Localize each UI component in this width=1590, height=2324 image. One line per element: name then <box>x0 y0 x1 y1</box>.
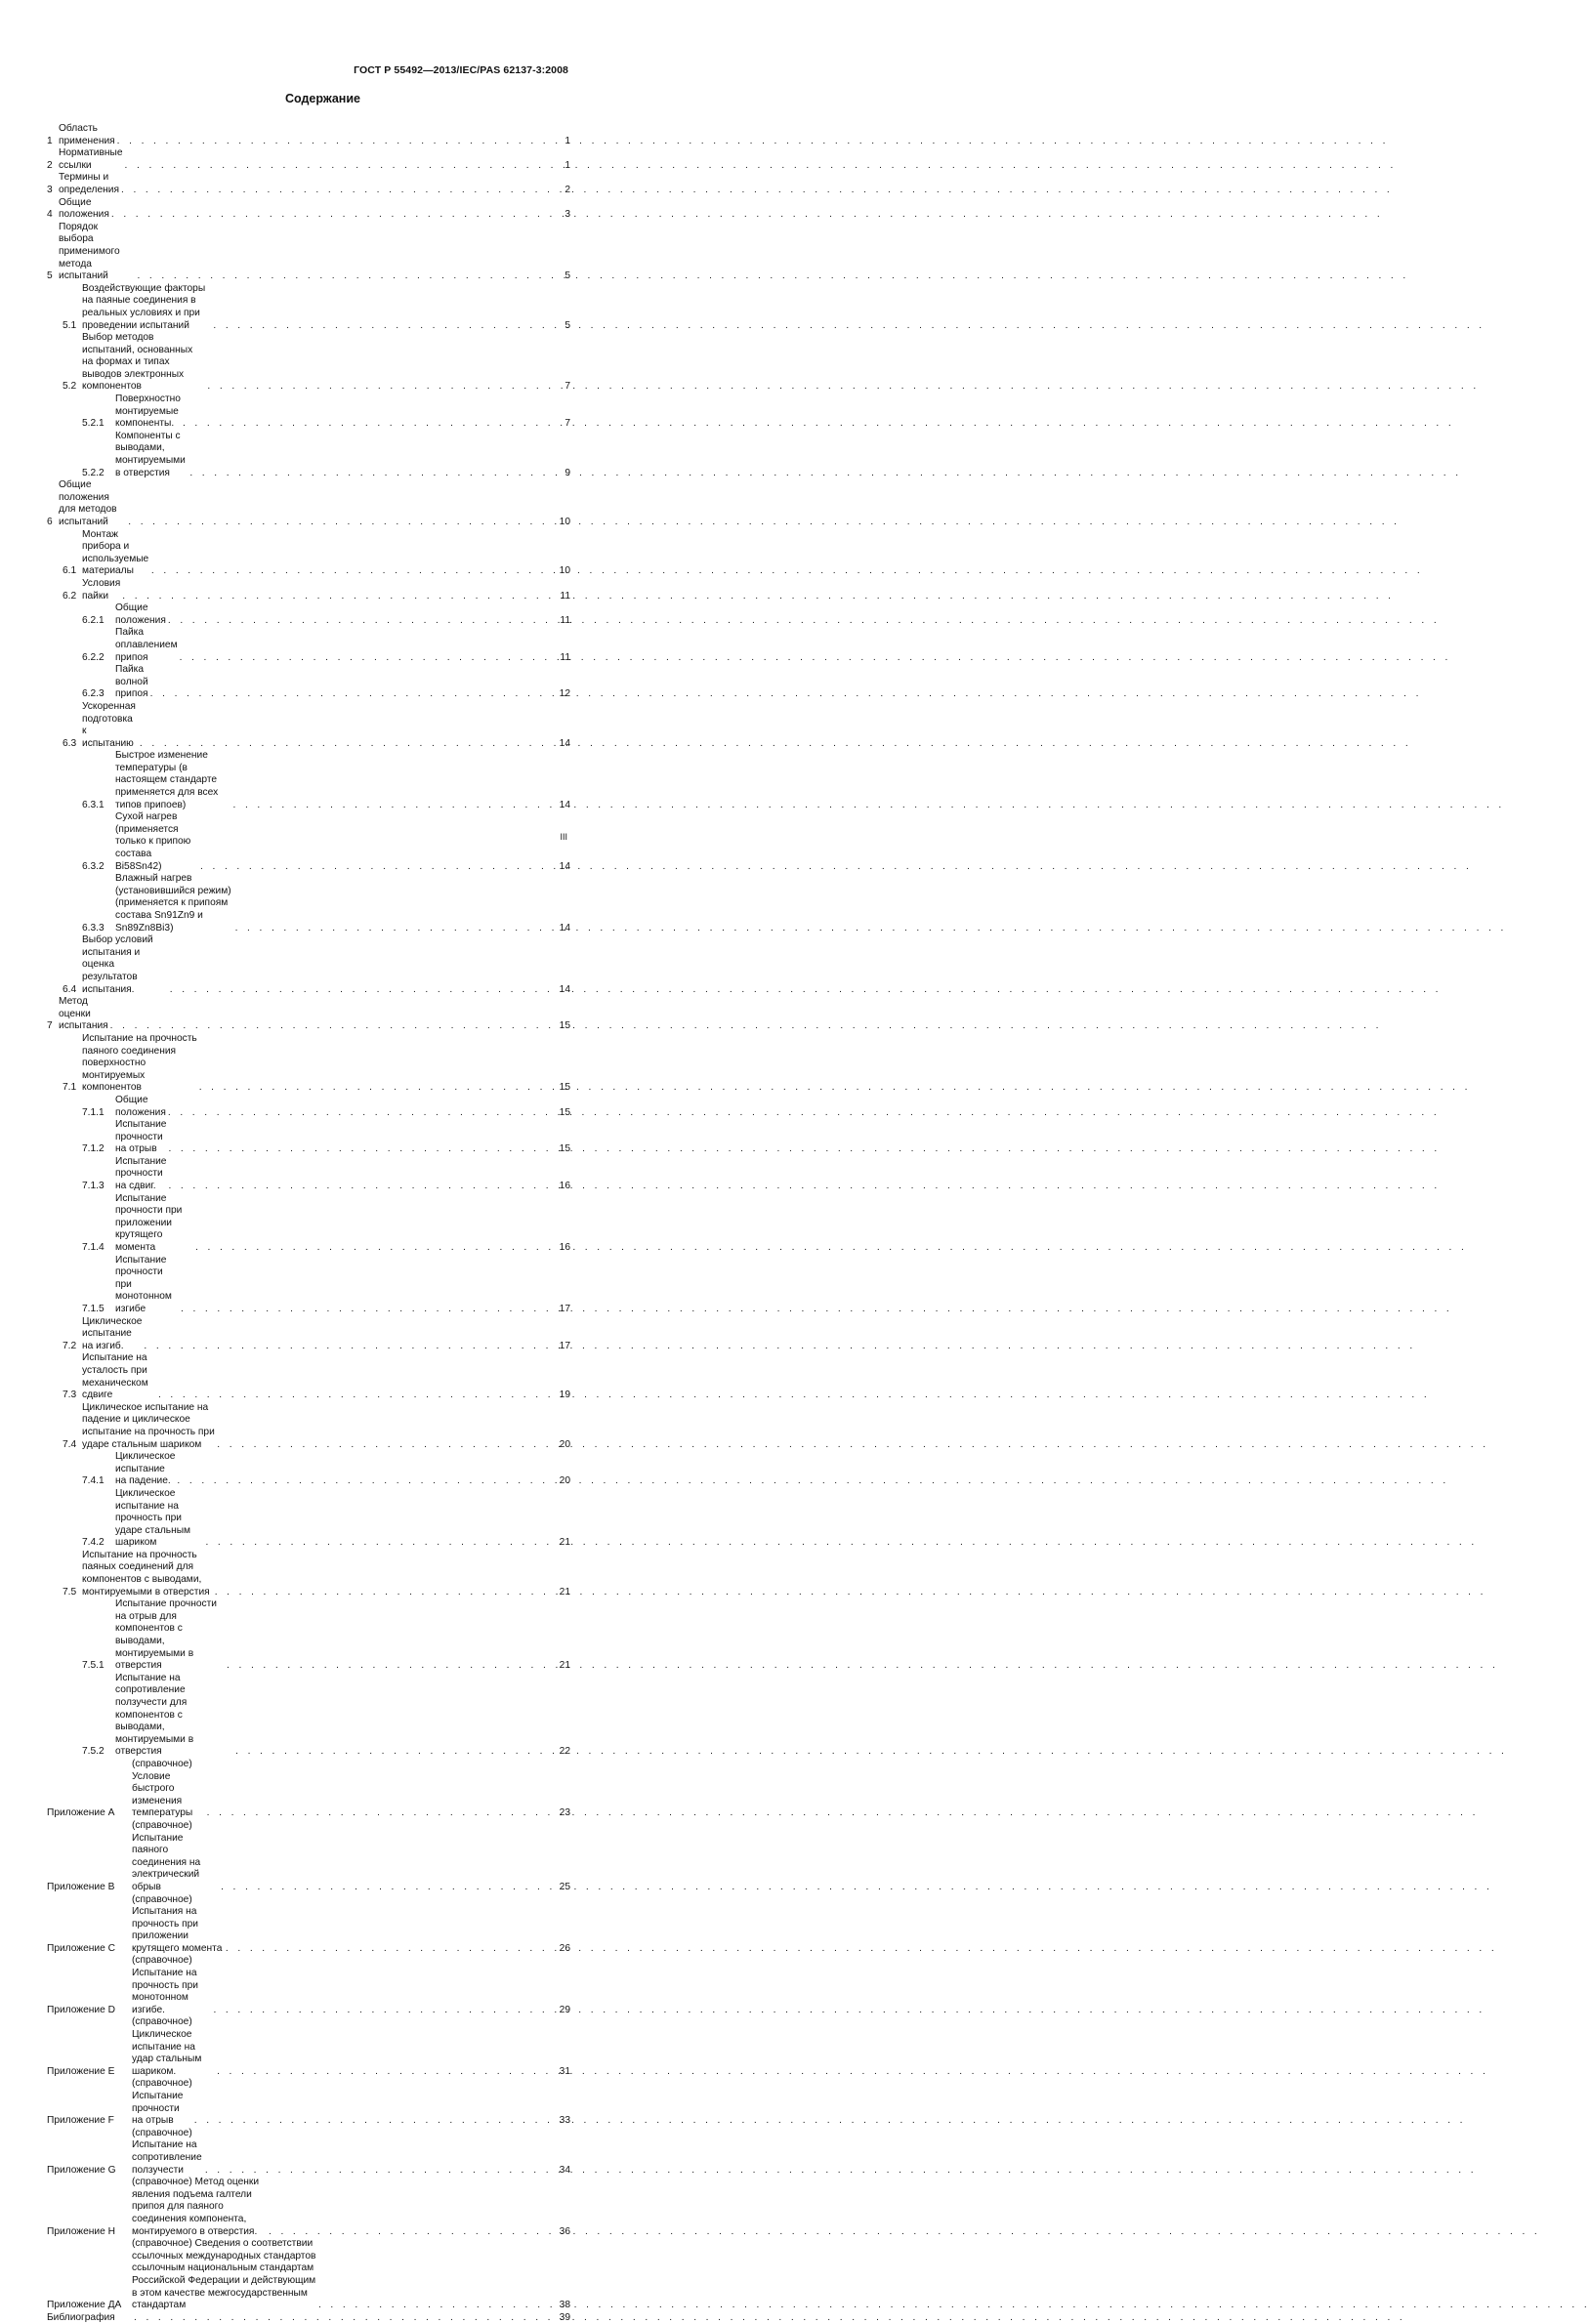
toc-entry-number: 5.2 <box>63 381 77 393</box>
toc-entry-page: 9 <box>565 467 570 478</box>
toc-entry-title: Циклическое испытание на падение. <box>115 1451 176 1487</box>
toc-entry-number: 7.3 <box>63 1390 77 1401</box>
toc-entry-title: Испытание на усталость при механическом сдвиге <box>82 1352 148 1401</box>
dot-leader <box>188 468 563 480</box>
toc-entry <box>47 1673 570 1759</box>
toc-entry <box>47 1255 570 1316</box>
annex-entry <box>47 1759 570 1820</box>
toc-entry <box>47 1095 570 1119</box>
toc-entry-title: Термины и определения <box>59 172 120 195</box>
toc-entry-page: 11 <box>560 614 570 626</box>
toc-entry-title: Выбор методов испытаний, основанных на формах и типах выводов электронных компонентов <box>82 332 193 393</box>
toc-entry <box>47 1598 570 1673</box>
toc-entry-title: Испытание прочности при приложении крутящего момента <box>115 1192 183 1254</box>
toc-entry-title: Испытание на прочность паяного соединения поверхностно монтируемых компонентов <box>82 1032 197 1094</box>
toc-entry-page: 20 <box>559 1438 570 1450</box>
toc-entry-number: 6.3 <box>63 737 77 749</box>
toc-entry-title: (справочное) Сведения о соответствии ссылочных международных стандартов ссылочным национальным стандартам Российской Федерации и действующим в этом качестве межгосударственным стандартам <box>132 2238 316 2311</box>
toc-entry <box>47 1316 570 1353</box>
toc-entry <box>47 222 570 283</box>
toc-entry <box>47 602 570 627</box>
toc-entry <box>47 664 570 701</box>
toc-entry-page: 21 <box>559 1586 570 1598</box>
toc-entry <box>47 934 570 996</box>
toc-entry-page: 5 <box>565 319 570 331</box>
toc-entry-page: 26 <box>559 1942 570 1954</box>
toc-entry-number: 4 <box>47 209 53 221</box>
toc-entry-title: Метод оценки испытания <box>59 996 108 1032</box>
annex-entry <box>47 2016 570 2078</box>
toc-entry-title: Поверхностно монтируемые компоненты. <box>115 394 181 430</box>
toc-entry-number: 7.1.4 <box>82 1242 105 1254</box>
toc-entry-number: Приложение Е <box>47 2065 115 2077</box>
toc-entry <box>47 332 570 394</box>
toc-entry-page: 23 <box>559 1807 570 1819</box>
toc-entry <box>47 394 570 431</box>
toc-entry-page: 25 <box>559 1881 570 1892</box>
toc-entry-title: Условия пайки <box>82 577 121 602</box>
dot-leader <box>181 418 563 431</box>
toc-entry-title: Пайка оплавлением припоя <box>115 627 178 663</box>
dot-leader <box>205 1807 560 1820</box>
dot-leader <box>135 270 563 283</box>
toc-entry-title: Область применения <box>59 123 115 146</box>
dot-leader <box>267 2226 560 2239</box>
toc-entry-page: 38 <box>559 2300 570 2311</box>
toc-entry <box>47 1488 570 1550</box>
toc-entry-title: Испытание прочности на сдвиг. <box>115 1155 167 1192</box>
dot-leader <box>230 800 559 812</box>
toc-entry-title: Испытание прочности на отрыв <box>115 1119 167 1155</box>
toc-entry-number: 6.3.1 <box>82 799 105 810</box>
dot-leader <box>233 1746 560 1759</box>
toc-entry-number: 7.4.1 <box>82 1475 105 1487</box>
dot-leader <box>203 2165 560 2178</box>
toc-entry-title: Быстрое изменение температуры (в настоящем стандарте применяется для всех типов припоев) <box>115 750 219 810</box>
toc-entry-title: (справочное) Испытание паяного соединения на электрический обрыв <box>132 1819 201 1892</box>
toc-entry-title: (справочное) Условие быстрого изменения температуры <box>132 1758 193 1819</box>
toc-entry <box>47 701 570 750</box>
toc-entry-title: Влажный нагрев (установившийся режим) (применяется к припоям состава Sn91Zn9 и Sn89Zn8Bi3) <box>115 873 231 934</box>
dot-leader <box>179 1304 560 1316</box>
toc-entry-page: 11 <box>560 651 570 663</box>
toc-entry <box>47 578 570 602</box>
toc-entry-page: 7 <box>565 381 570 393</box>
dot-leader <box>132 2312 560 2324</box>
toc-entry <box>47 197 570 222</box>
toc-entry <box>47 1402 570 1451</box>
toc-entry-number: 5.2.1 <box>82 418 105 430</box>
toc-entry-number: Приложение G <box>47 2164 116 2176</box>
annex-entry <box>47 1955 570 2016</box>
toc-entry-number: 3 <box>47 184 53 195</box>
toc-entry-title: Ускоренная подготовка к испытанию <box>82 700 136 749</box>
toc-entry-page: 21 <box>559 1660 570 1672</box>
toc-entry <box>47 750 570 811</box>
toc-entry-title: Монтаж прибора и используемые материалы <box>82 528 149 577</box>
toc-entry-page: 5 <box>565 270 570 282</box>
toc-entry-number: Приложение ДА <box>47 2300 122 2311</box>
toc-entry-title: Сухой нагрев (применяется только к припою состава Bi58Sn42) <box>115 811 191 872</box>
toc-entry-page: 31 <box>559 2065 570 2077</box>
dot-leader <box>138 738 560 751</box>
toc-entry <box>47 1033 570 1095</box>
dot-leader <box>149 565 560 578</box>
toc-entry <box>47 1451 570 1488</box>
toc-entry-page: 19 <box>559 1390 570 1401</box>
annex-entry <box>47 2312 570 2324</box>
toc-entry-number: 6.2.2 <box>82 651 105 663</box>
dot-leader <box>233 923 560 935</box>
toc-entry <box>47 1550 570 1598</box>
toc-entry-page: 16 <box>559 1181 570 1192</box>
toc-entry-number: 7.2 <box>63 1340 77 1351</box>
toc-entry-number: Приложение В <box>47 1881 115 1892</box>
toc-entry-number: 7.1.2 <box>82 1143 105 1155</box>
toc-entry-number: Библиография <box>47 2311 115 2323</box>
toc-entry-page: 33 <box>559 2115 570 2127</box>
toc-entry-page: 34 <box>559 2164 570 2176</box>
toc-entry-title: Циклическое испытание на падение и циклическое испытание на прочность при ударе стальным шариком <box>82 1401 215 1450</box>
toc-entry-number: 6.3.2 <box>82 860 105 872</box>
toc-entry-page: 11 <box>560 590 570 602</box>
toc-entry-number: 7.1.1 <box>82 1106 105 1118</box>
dot-leader <box>119 185 563 197</box>
dot-leader <box>156 1390 560 1402</box>
toc-entry <box>47 873 570 934</box>
toc-entry-number: 1 <box>47 135 53 146</box>
toc-entry-page: 17 <box>559 1304 570 1314</box>
annex-entry <box>47 1820 570 1894</box>
toc-entry-title: Общие положения <box>59 196 109 221</box>
toc-entry-number: Приложение А <box>47 1807 115 1819</box>
toc-entry-title: Порядок выбора применимого метода испытаний <box>59 221 120 282</box>
toc-entry-number: 7.5.1 <box>82 1660 105 1672</box>
dot-leader <box>168 984 560 997</box>
dot-leader <box>108 1020 560 1033</box>
dot-leader <box>225 1660 560 1673</box>
annex-entry <box>47 2238 570 2312</box>
toc-entry-page: 1 <box>565 159 570 171</box>
toc-entry <box>47 123 570 147</box>
dot-leader <box>203 1537 559 1550</box>
toc-entry-page: 7 <box>565 418 570 430</box>
toc-entry-page: 12 <box>559 688 570 700</box>
toc-entry-page: 36 <box>559 2225 570 2237</box>
dot-leader <box>175 1475 559 1488</box>
toc-entry-number: 7.4.2 <box>82 1537 105 1549</box>
dot-leader <box>166 615 561 628</box>
toc-entry-page: 15 <box>559 1020 570 1032</box>
toc-entry-number: 7 <box>47 1020 53 1032</box>
toc-entry-title: Общие положения <box>115 602 166 626</box>
toc-entry-page: 10 <box>559 565 570 577</box>
toc-entry-page: 10 <box>559 517 570 527</box>
toc-entry-title: Циклическое испытание на прочность при ударе стальным шариком <box>115 1487 191 1549</box>
toc-entry-page: 21 <box>559 1537 570 1549</box>
toc-entry-number: Приложение D <box>47 2004 115 2015</box>
toc-entry <box>47 431 570 479</box>
toc-entry-title: (справочное) Метод оценки явления подъема галтели припоя для паяного соединения компонента, монтируемого в отверстия. <box>132 2177 260 2237</box>
toc-entry <box>47 1119 570 1156</box>
toc-entry-page: 14 <box>559 983 570 995</box>
toc-entry-number: 5.2.2 <box>82 467 105 478</box>
annex-entry <box>47 2177 570 2238</box>
toc-entry-page: 39 <box>559 2311 570 2323</box>
toc-entry-title: Общие положения <box>115 1094 166 1118</box>
dot-leader <box>219 1882 560 1894</box>
toc-entry-page: 29 <box>559 2004 570 2015</box>
toc-entry-page: 3 <box>565 209 570 221</box>
toc-entry-title: Нормативные ссылки <box>59 147 123 171</box>
toc-entry-title: (справочное) Испытание на сопротивление ползучести <box>132 2127 202 2176</box>
toc-entry-title: Воздействующие факторы на паяные соединения в реальных условиях и при проведении испытаний <box>82 282 206 331</box>
toc-entry-title: (справочное) Испытание на прочность при монотонном изгибе. <box>132 1955 198 2015</box>
toc-entry-title: Пайка волной припоя <box>115 664 148 700</box>
dot-leader <box>178 652 561 665</box>
toc-entry-number: 5.1 <box>63 319 77 331</box>
toc-entry-number: 6.2 <box>63 590 77 602</box>
toc-entry <box>47 1193 570 1255</box>
toc-entry <box>47 172 570 196</box>
toc-entry-page: 1 <box>565 135 570 146</box>
dot-leader <box>215 2066 560 2079</box>
toc-entry <box>47 996 570 1033</box>
toc-entry <box>47 627 570 664</box>
page-title: Содержание <box>284 92 360 105</box>
toc-entry-page: 14 <box>559 860 570 872</box>
toc-entry-title: (справочное) Испытания на прочность при приложении крутящего момента <box>132 1893 223 1954</box>
toc-entry <box>47 147 570 172</box>
dot-leader <box>197 1082 560 1095</box>
toc-entry-title: Выбор условий испытания и оценка результатов испытания. <box>82 934 153 995</box>
toc-entry-number: 6.2.3 <box>82 688 105 700</box>
toc-entry-number: 6.2.1 <box>82 614 105 626</box>
toc-entry-title: (справочное) Испытание прочности на отрыв <box>132 2078 192 2127</box>
toc-entry-number: Приложение Н <box>47 2225 115 2237</box>
dot-leader <box>148 688 560 701</box>
dot-leader <box>211 2005 559 2017</box>
toc-entry-page: 14 <box>559 799 570 810</box>
dot-leader <box>142 1341 559 1353</box>
document-header: ГОСТ Р 55492—2013/IEC/PAS 62137-3:2008 <box>354 64 568 76</box>
toc-entry-page: 22 <box>559 1746 570 1758</box>
toc-entry-page: 17 <box>559 1340 570 1351</box>
table-of-contents <box>47 123 570 2324</box>
toc-entry-title: Общие положения для методов испытаний <box>59 479 117 527</box>
toc-entry-number: 7.1.3 <box>82 1181 105 1192</box>
annex-entry <box>47 2128 570 2177</box>
toc-entry-page: 20 <box>559 1475 570 1487</box>
toc-entry-title: Испытание прочности при монотонном изгибе <box>115 1254 172 1314</box>
dot-leader <box>123 160 563 173</box>
dot-leader <box>198 861 560 874</box>
toc-entry <box>47 811 570 873</box>
toc-entry-page: 15 <box>559 1082 570 1094</box>
toc-entry-number: 7.1 <box>63 1082 77 1094</box>
toc-entry-number: 7.5.2 <box>82 1746 105 1758</box>
toc-entry <box>47 283 570 332</box>
toc-entry-title: (справочное) Циклическое испытание на удар стальным шариком. <box>132 2016 202 2077</box>
toc-entry-title: Испытание прочности на отрыв для компонентов с выводами, монтируемыми в отверстия <box>115 1598 217 1672</box>
toc-entry-number: Приложение С <box>47 1942 115 1954</box>
toc-entry-number: 7.1.5 <box>82 1304 105 1314</box>
dot-leader <box>192 2115 560 2128</box>
dot-leader <box>224 1943 560 1956</box>
toc-entry-number: Приложение F <box>47 2115 114 2127</box>
dot-leader <box>215 1439 559 1452</box>
dot-leader <box>166 1143 559 1156</box>
toc-entry-number: 5 <box>47 270 53 282</box>
toc-entry-number: 6.1 <box>63 565 77 577</box>
toc-entry-title: Циклическое испытание на изгиб. <box>82 1315 143 1351</box>
annex-entry <box>47 1894 570 1956</box>
dot-leader <box>120 591 560 603</box>
toc-entry-title: Компоненты с выводами, монтируемыми в отверстия <box>115 430 186 478</box>
toc-entry <box>47 1352 570 1401</box>
toc-entry-page: 15 <box>559 1106 570 1118</box>
dot-leader <box>115 136 563 148</box>
dot-leader <box>193 1242 560 1255</box>
toc-entry <box>47 1156 570 1193</box>
toc-entry-number: 7.5 <box>63 1586 77 1598</box>
toc-entry-page: 15 <box>559 1143 570 1155</box>
dot-leader <box>213 1587 560 1599</box>
page-number: III <box>560 832 567 842</box>
toc-entry-title: Испытание на сопротивление ползучести для компонентов с выводами, монтируемыми в отверстия <box>115 1672 194 1758</box>
toc-entry-number: 7.4 <box>63 1438 77 1450</box>
toc-entry-number: 6.3.3 <box>82 922 105 934</box>
toc-entry <box>47 529 570 578</box>
dot-leader <box>211 320 563 333</box>
dot-leader <box>316 2300 560 2312</box>
toc-entry-number: 6 <box>47 517 53 527</box>
toc-entry-number: 6.4 <box>63 983 77 995</box>
toc-entry-page: 14 <box>559 737 570 749</box>
dot-leader <box>109 209 563 222</box>
toc-entry-page: 2 <box>565 184 570 195</box>
dot-leader <box>205 381 563 394</box>
dot-leader <box>166 1107 560 1120</box>
toc-entry-page: 16 <box>559 1242 570 1254</box>
toc-entry-title: Испытание на прочность паяных соединений для компонентов с выводами, монтируемыми в отверстия <box>82 1549 210 1598</box>
dot-leader <box>166 1181 559 1193</box>
toc-entry <box>47 479 570 528</box>
toc-entry-number: 2 <box>47 159 53 171</box>
annex-entry <box>47 2078 570 2127</box>
toc-entry-page: 14 <box>559 922 570 934</box>
dot-leader <box>126 517 559 529</box>
